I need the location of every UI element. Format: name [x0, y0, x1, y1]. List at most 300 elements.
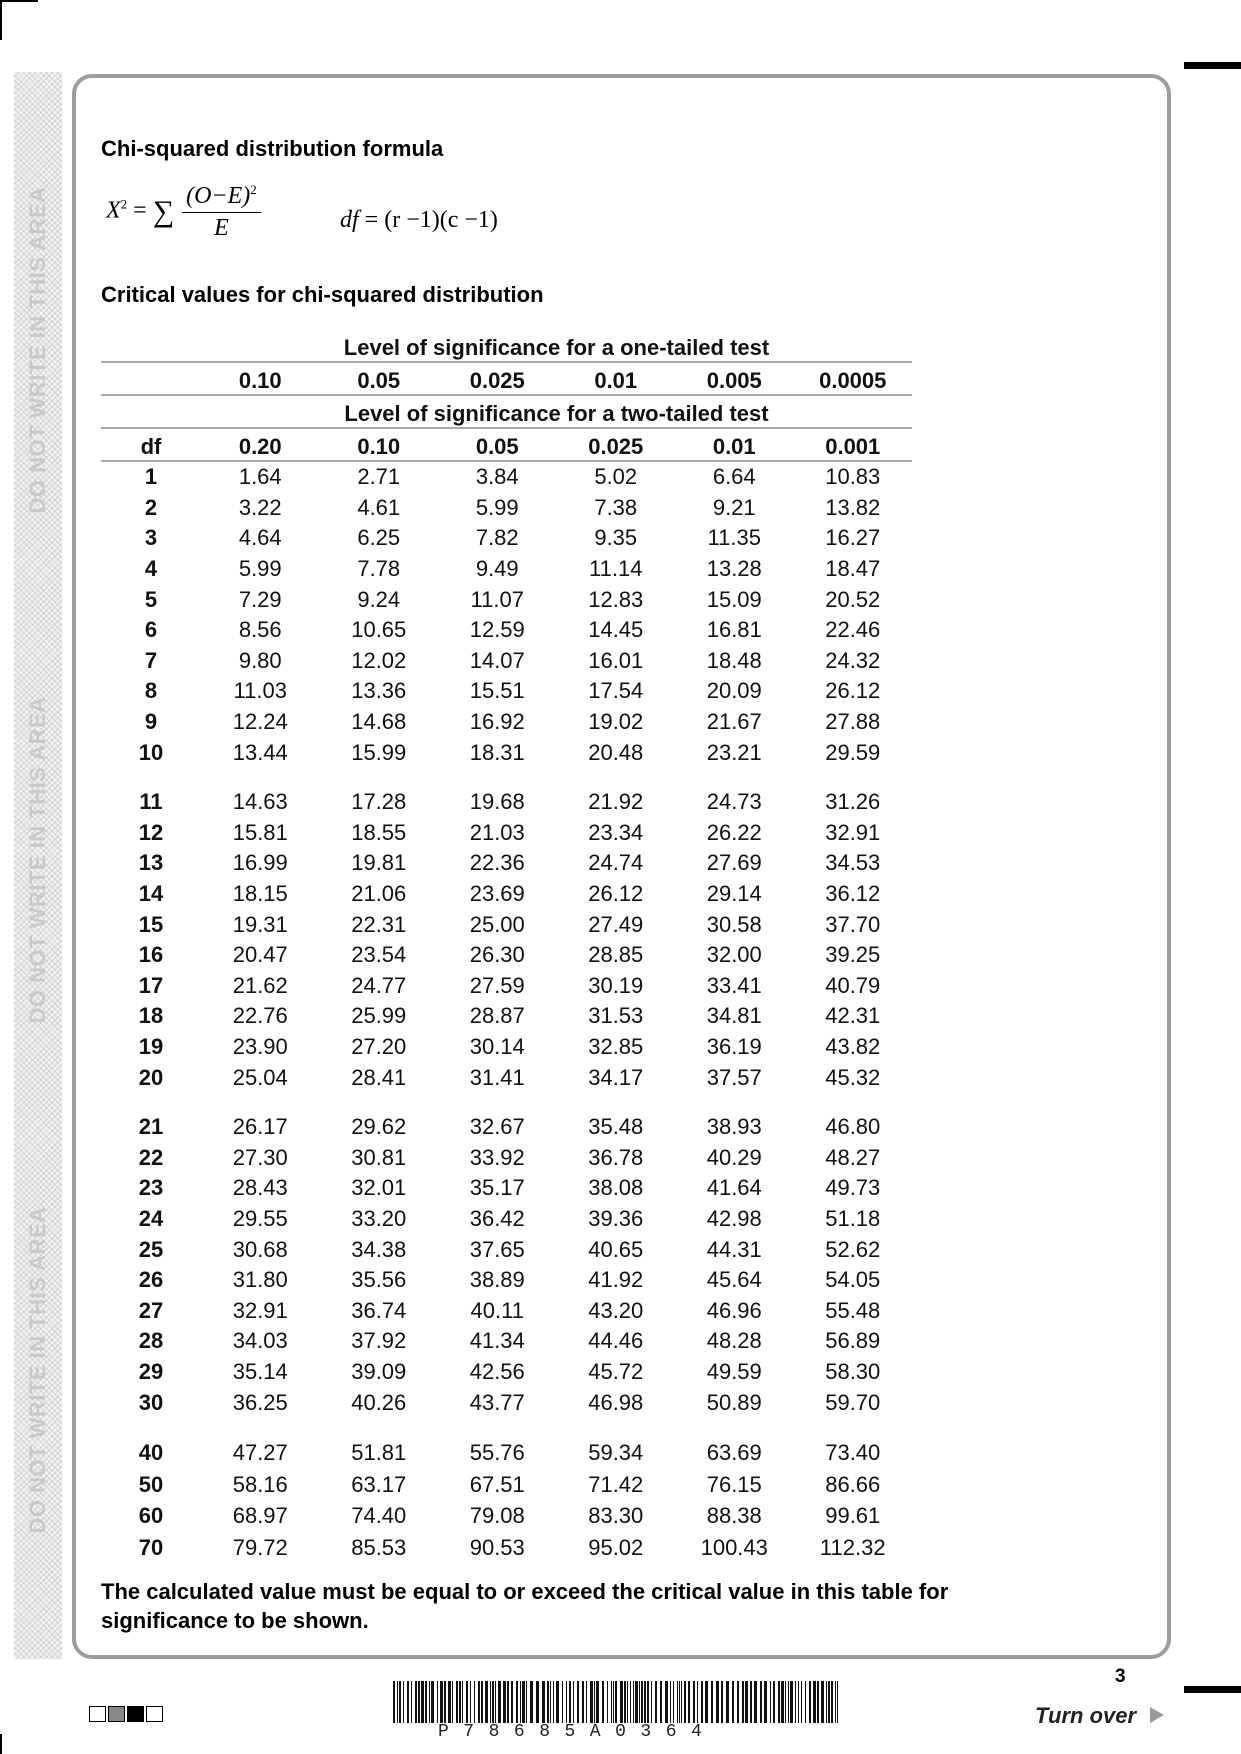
table-row — [101, 737, 912, 768]
barcode-bar — [562, 1681, 563, 1723]
critical-value: 34.81 — [706, 1003, 762, 1029]
critical-value: 51.18 — [825, 1205, 881, 1231]
barcode-bar — [569, 1681, 571, 1723]
barcode-bar — [655, 1681, 657, 1723]
barcode-bar — [407, 1681, 409, 1723]
barcode-bar — [798, 1681, 799, 1723]
critical-value: 40.26 — [351, 1389, 407, 1415]
df-value: 7 — [144, 647, 158, 673]
barcode-bar — [665, 1681, 668, 1723]
barcode-bar — [826, 1681, 827, 1723]
barcode-bar — [397, 1681, 398, 1723]
critical-value: 26.30 — [469, 942, 525, 968]
df-rhs: = (r −1)(c −1) — [364, 207, 498, 233]
critical-value: 71.42 — [588, 1471, 644, 1497]
group-spacer — [101, 768, 912, 787]
df-value: 1 — [144, 464, 158, 490]
two-tailed-level: 0.20 — [201, 428, 320, 461]
critical-value: 9.21 — [712, 494, 756, 520]
critical-value: 32.67 — [469, 1114, 525, 1140]
barcode-bar — [681, 1681, 682, 1723]
critical-value: 38.89 — [469, 1267, 525, 1293]
critical-value: 100.43 — [700, 1535, 768, 1561]
critical-value: 15.09 — [706, 586, 762, 612]
crop-mark — [0, 0, 38, 2]
critical-value: 18.31 — [469, 739, 525, 765]
barcode-bar — [611, 1681, 612, 1723]
barcode-bar — [466, 1681, 468, 1723]
df-lhs: df — [340, 207, 359, 233]
critical-value: 67.51 — [469, 1471, 525, 1497]
critical-value: 11.07 — [470, 586, 524, 612]
barcode-bar — [721, 1681, 723, 1723]
footnote: The calculated value must be equal to or exceed the critical value in this table for significance to be shown. — [101, 1579, 949, 1633]
critical-value: 37.65 — [469, 1236, 525, 1262]
barcode-bar — [415, 1681, 417, 1723]
critical-value: 17.28 — [351, 789, 407, 815]
barcode-bar — [495, 1681, 496, 1723]
barcode-bar — [630, 1681, 631, 1723]
barcode-bar — [507, 1681, 509, 1723]
barcode-bar — [474, 1681, 475, 1723]
group-spacer — [101, 1418, 912, 1437]
critical-value: 40.79 — [825, 972, 881, 998]
critical-value: 58.16 — [232, 1471, 288, 1497]
critical-value: 40.29 — [706, 1144, 762, 1170]
barcode-bar — [809, 1681, 811, 1723]
df-value: 70 — [138, 1535, 164, 1561]
critical-value: 49.59 — [706, 1358, 762, 1384]
critical-value: 18.48 — [706, 647, 762, 673]
two-tailed-level: 0.01 — [675, 428, 794, 461]
critical-value: 58.30 — [825, 1358, 881, 1384]
critical-value: 24.77 — [351, 972, 407, 998]
df-value: 30 — [138, 1389, 164, 1415]
critical-value: 22.31 — [351, 911, 407, 937]
barcode-bar — [773, 1681, 775, 1723]
barcode-bar — [742, 1681, 744, 1723]
barcode-bar — [547, 1681, 549, 1723]
df-value: 60 — [138, 1503, 164, 1529]
df-value: 14 — [138, 881, 164, 907]
one-tailed-level: 0.01 — [557, 362, 676, 395]
df-header: df — [101, 428, 201, 461]
critical-value: 20.09 — [706, 678, 762, 704]
barcode-bar — [615, 1681, 617, 1723]
critical-value: 43.77 — [469, 1389, 525, 1415]
critical-value: 22.36 — [469, 850, 525, 876]
critical-value: 26.12 — [588, 881, 644, 907]
barcode-bar — [651, 1681, 652, 1723]
critical-value: 14.63 — [232, 789, 288, 815]
barcode-bar — [526, 1681, 527, 1723]
critical-value: 32.91 — [232, 1297, 288, 1323]
critical-value: 13.28 — [706, 556, 762, 582]
critical-value: 27.30 — [232, 1144, 288, 1170]
margin-marker — [1184, 1686, 1241, 1693]
critical-value: 90.53 — [469, 1535, 525, 1561]
df-value: 28 — [138, 1328, 164, 1354]
critical-value: 35.17 — [469, 1175, 525, 1201]
barcode-bar — [596, 1681, 599, 1723]
formula-lhs: X — [106, 197, 121, 224]
critical-value: 13.44 — [232, 739, 288, 765]
df-value: 20 — [138, 1064, 164, 1090]
critical-value: 25.04 — [232, 1064, 288, 1090]
df-value: 23 — [138, 1175, 164, 1201]
table-row — [101, 1469, 912, 1501]
critical-value: 51.81 — [351, 1439, 407, 1465]
df-value: 21 — [138, 1114, 164, 1140]
df-value: 29 — [138, 1358, 164, 1384]
two-tailed-level: 0.025 — [557, 428, 676, 461]
barcode-bar — [641, 1681, 643, 1723]
barcode-bar — [425, 1681, 427, 1723]
table-row — [101, 646, 912, 677]
barcode-bar — [511, 1681, 513, 1723]
critical-value: 22.76 — [232, 1003, 288, 1029]
critical-value: 44.31 — [706, 1236, 762, 1262]
critical-value: 85.53 — [351, 1535, 407, 1561]
table-row — [101, 493, 912, 524]
critical-value: 7.29 — [238, 586, 282, 612]
df-value: 50 — [138, 1471, 164, 1497]
barcode-bar — [536, 1681, 539, 1723]
barcode-bar — [697, 1681, 698, 1723]
barcode-bar — [837, 1681, 838, 1723]
crop-mark — [0, 1734, 2, 1754]
table-row — [101, 1532, 912, 1564]
critical-value: 16.92 — [469, 709, 525, 735]
barcode-bar — [602, 1681, 604, 1723]
margin-warning: DO NOT WRITE IN THIS AREA — [25, 1206, 50, 1534]
critical-value: 23.90 — [232, 1033, 288, 1059]
critical-value: 32.00 — [706, 942, 762, 968]
formula-numerator: (O−E) — [186, 183, 251, 209]
critical-value: 18.47 — [825, 556, 881, 582]
critical-value: 46.96 — [706, 1297, 762, 1323]
critical-value: 41.64 — [706, 1175, 762, 1201]
barcode-bar — [805, 1681, 806, 1723]
one-tailed-level: 0.0005 — [794, 362, 913, 395]
table-row — [101, 707, 912, 738]
critical-value: 22.46 — [825, 617, 881, 643]
table-row — [101, 1032, 912, 1063]
critical-value: 29.59 — [825, 739, 881, 765]
table-row — [101, 1173, 912, 1204]
critical-value: 16.99 — [232, 850, 288, 876]
barcode-bar — [660, 1681, 662, 1723]
critical-value: 45.32 — [825, 1064, 881, 1090]
critical-value: 20.47 — [232, 942, 288, 968]
critical-value: 13.82 — [825, 494, 881, 520]
margin-marker — [1184, 62, 1241, 69]
barcode-bar — [542, 1681, 545, 1723]
barcode — [393, 1681, 843, 1723]
df-value: 24 — [138, 1205, 164, 1231]
table-row — [101, 554, 912, 585]
barcode-bar — [813, 1681, 816, 1723]
arrow-right-icon — [1150, 1707, 1164, 1723]
critical-value: 12.59 — [469, 617, 525, 643]
critical-value: 36.78 — [588, 1144, 644, 1170]
critical-value: 40.11 — [470, 1297, 524, 1323]
barcode-bar — [677, 1681, 678, 1723]
critical-value: 6.25 — [357, 525, 401, 551]
critical-value: 33.41 — [706, 972, 762, 998]
critical-value: 41.92 — [588, 1267, 644, 1293]
barcode-bar — [679, 1681, 680, 1723]
critical-value: 36.25 — [232, 1389, 288, 1415]
critical-value: 14.07 — [469, 647, 525, 673]
critical-value: 19.68 — [469, 789, 525, 815]
df-value: 10 — [138, 739, 164, 765]
critical-value: 83.30 — [588, 1503, 644, 1529]
collation-boxes — [89, 1706, 163, 1722]
table-row — [101, 879, 912, 910]
critical-value: 27.59 — [469, 972, 525, 998]
barcode-bar — [754, 1681, 757, 1723]
barcode-bar — [705, 1681, 708, 1723]
df-value: 16 — [138, 942, 164, 968]
barcode-bar — [688, 1681, 690, 1723]
barcode-bar — [470, 1681, 471, 1723]
barcode-bar — [577, 1681, 579, 1723]
barcode-bar — [456, 1681, 458, 1723]
critical-value: 37.92 — [351, 1328, 407, 1354]
barcode-bar — [421, 1681, 424, 1723]
barcode-bar — [624, 1681, 626, 1723]
table-row — [101, 787, 912, 818]
critical-value: 23.54 — [351, 942, 407, 968]
critical-value: 45.64 — [706, 1267, 762, 1293]
critical-value: 30.19 — [588, 972, 644, 998]
page-number: 3 — [1115, 1666, 1126, 1687]
critical-value: 35.14 — [232, 1358, 288, 1384]
barcode-bar — [452, 1681, 453, 1723]
barcode-bar — [431, 1681, 434, 1723]
barcode-bar — [701, 1681, 703, 1723]
critical-value: 7.78 — [357, 556, 401, 582]
barcode-bar — [828, 1681, 830, 1723]
critical-value: 40.65 — [588, 1236, 644, 1262]
barcode-bar — [764, 1681, 767, 1723]
critical-value: 36.42 — [469, 1205, 525, 1231]
critical-value: 9.49 — [475, 556, 519, 582]
barcode-bar — [520, 1681, 521, 1723]
barcode-bar — [448, 1681, 451, 1723]
critical-value: 7.38 — [594, 494, 638, 520]
barcode-bar — [647, 1681, 649, 1723]
barcode-bar — [485, 1681, 488, 1723]
barcode-bar — [530, 1681, 533, 1723]
crop-mark — [0, 0, 2, 40]
barcode-bar — [620, 1681, 623, 1723]
critical-value: 30.14 — [469, 1033, 525, 1059]
degrees-of-freedom-formula — [340, 207, 498, 234]
one-tailed-level: 0.05 — [320, 362, 439, 395]
critical-value: 56.89 — [825, 1328, 881, 1354]
barcode-bar — [644, 1681, 646, 1723]
critical-value: 21.92 — [588, 789, 644, 815]
turn-over-label: Turn over — [1035, 1703, 1137, 1728]
critical-value: 23.21 — [706, 739, 762, 765]
critical-value: 29.14 — [706, 881, 762, 907]
critical-value: 24.32 — [825, 647, 881, 673]
critical-value: 48.27 — [825, 1144, 881, 1170]
critical-value: 16.81 — [706, 617, 762, 643]
table-row — [101, 584, 912, 615]
table-row — [101, 1326, 912, 1357]
one-tailed-levels-row — [101, 362, 912, 395]
barcode-bar — [462, 1681, 463, 1723]
critical-value: 24.74 — [588, 850, 644, 876]
table-row — [101, 523, 912, 554]
two-tailed-label: Level of significance for a two-tailed test — [201, 395, 912, 428]
barcode-bar — [582, 1681, 584, 1723]
critical-value: 9.24 — [357, 586, 401, 612]
critical-value: 18.55 — [351, 819, 407, 845]
table-row — [101, 909, 912, 940]
critical-value: 38.08 — [588, 1175, 644, 1201]
barcode-bar — [817, 1681, 819, 1723]
critical-value: 86.66 — [825, 1471, 881, 1497]
critical-value: 15.81 — [232, 819, 288, 845]
critical-value: 15.51 — [469, 678, 525, 704]
table-row — [101, 676, 912, 707]
critical-value: 54.05 — [825, 1267, 881, 1293]
barcode-bar — [573, 1681, 574, 1723]
table-row — [101, 1204, 912, 1235]
barcode-bar — [566, 1681, 567, 1723]
barcode-bar — [440, 1681, 443, 1723]
critical-value: 13.36 — [351, 678, 407, 704]
critical-value: 21.06 — [351, 881, 407, 907]
critical-value: 17.54 — [588, 678, 644, 704]
critical-value: 4.61 — [357, 494, 401, 520]
critical-value: 11.14 — [589, 556, 643, 582]
critical-value: 63.69 — [706, 1439, 762, 1465]
barcode-bar — [522, 1681, 525, 1723]
two-tailed-level: 0.05 — [438, 428, 557, 461]
barcode-bar — [633, 1681, 634, 1723]
critical-value: 27.49 — [588, 911, 644, 937]
df-value: 12 — [138, 819, 164, 845]
table-row — [101, 940, 912, 971]
formula-heading: Chi-squared distribution formula — [101, 136, 444, 161]
barcode-bar — [393, 1681, 395, 1723]
critical-value: 10.65 — [351, 617, 407, 643]
critical-value: 34.03 — [232, 1328, 288, 1354]
critical-values-table — [101, 330, 912, 1564]
barcode-bar — [613, 1681, 614, 1723]
critical-value: 12.02 — [351, 647, 407, 673]
table-row — [101, 1387, 912, 1418]
critical-value: 95.02 — [588, 1535, 644, 1561]
critical-value: 46.80 — [825, 1114, 881, 1140]
critical-value: 36.12 — [825, 881, 881, 907]
critical-value: 34.38 — [351, 1236, 407, 1262]
df-value: 22 — [138, 1144, 164, 1170]
critical-value: 15.99 — [351, 739, 407, 765]
critical-value: 74.40 — [351, 1503, 407, 1529]
df-value: 26 — [138, 1267, 164, 1293]
table-row — [101, 971, 912, 1002]
critical-value: 39.25 — [825, 942, 881, 968]
df-value: 27 — [138, 1297, 164, 1323]
table-row — [101, 818, 912, 849]
critical-value: 27.20 — [351, 1033, 407, 1059]
critical-value: 19.31 — [232, 911, 288, 937]
critical-value: 55.76 — [469, 1439, 525, 1465]
barcode-bar — [503, 1681, 506, 1723]
critical-value: 3.84 — [475, 464, 519, 490]
df-value: 8 — [144, 678, 158, 704]
critical-value: 37.57 — [706, 1064, 762, 1090]
barcode-bar — [590, 1681, 593, 1723]
formula-equals: = — [133, 197, 147, 224]
critical-value: 35.56 — [351, 1267, 407, 1293]
critical-value: 11.03 — [233, 678, 287, 704]
critical-value: 31.80 — [232, 1267, 288, 1293]
critical-value: 88.38 — [706, 1503, 762, 1529]
critical-value: 28.41 — [351, 1064, 407, 1090]
critical-value: 29.55 — [232, 1205, 288, 1231]
formula-denominator: E — [214, 215, 229, 241]
one-tailed-level: 0.005 — [675, 362, 794, 395]
one-tailed-level: 0.10 — [201, 362, 320, 395]
barcode-bar — [411, 1681, 412, 1723]
barcode-bar — [790, 1681, 793, 1723]
critical-value: 1.64 — [238, 464, 282, 490]
table-row — [101, 1357, 912, 1388]
critical-value: 16.27 — [825, 525, 881, 551]
table-row — [101, 1500, 912, 1532]
df-value: 2 — [144, 494, 158, 520]
critical-value: 26.22 — [706, 819, 762, 845]
table-row — [101, 1265, 912, 1296]
barcode-bar — [437, 1681, 438, 1723]
critical-value: 23.34 — [588, 819, 644, 845]
critical-value: 28.87 — [469, 1003, 525, 1029]
critical-value: 36.19 — [706, 1033, 762, 1059]
table-row — [101, 1001, 912, 1032]
critical-value: 33.20 — [351, 1205, 407, 1231]
critical-value: 41.34 — [469, 1328, 525, 1354]
critical-value: 37.70 — [825, 911, 881, 937]
critical-value: 43.82 — [825, 1033, 881, 1059]
table-row — [101, 461, 912, 493]
table-heading: Critical values for chi-squared distribution — [101, 282, 544, 307]
barcode-bar — [553, 1681, 554, 1723]
critical-value: 5.99 — [475, 494, 519, 520]
df-value: 6 — [144, 617, 158, 643]
table-row — [101, 848, 912, 879]
barcode-bar — [481, 1681, 483, 1723]
critical-value: 31.41 — [469, 1064, 525, 1090]
barcode-bar — [770, 1681, 771, 1723]
critical-value: 34.53 — [825, 850, 881, 876]
critical-value: 14.68 — [351, 709, 407, 735]
barcode-bar — [516, 1681, 518, 1723]
critical-value: 32.85 — [588, 1033, 644, 1059]
critical-value: 19.02 — [588, 709, 644, 735]
critical-value: 39.09 — [351, 1358, 407, 1384]
critical-value: 44.46 — [588, 1328, 644, 1354]
barcode-bar — [418, 1681, 420, 1723]
barcode-bar — [594, 1681, 595, 1723]
barcode-bar — [760, 1681, 762, 1723]
